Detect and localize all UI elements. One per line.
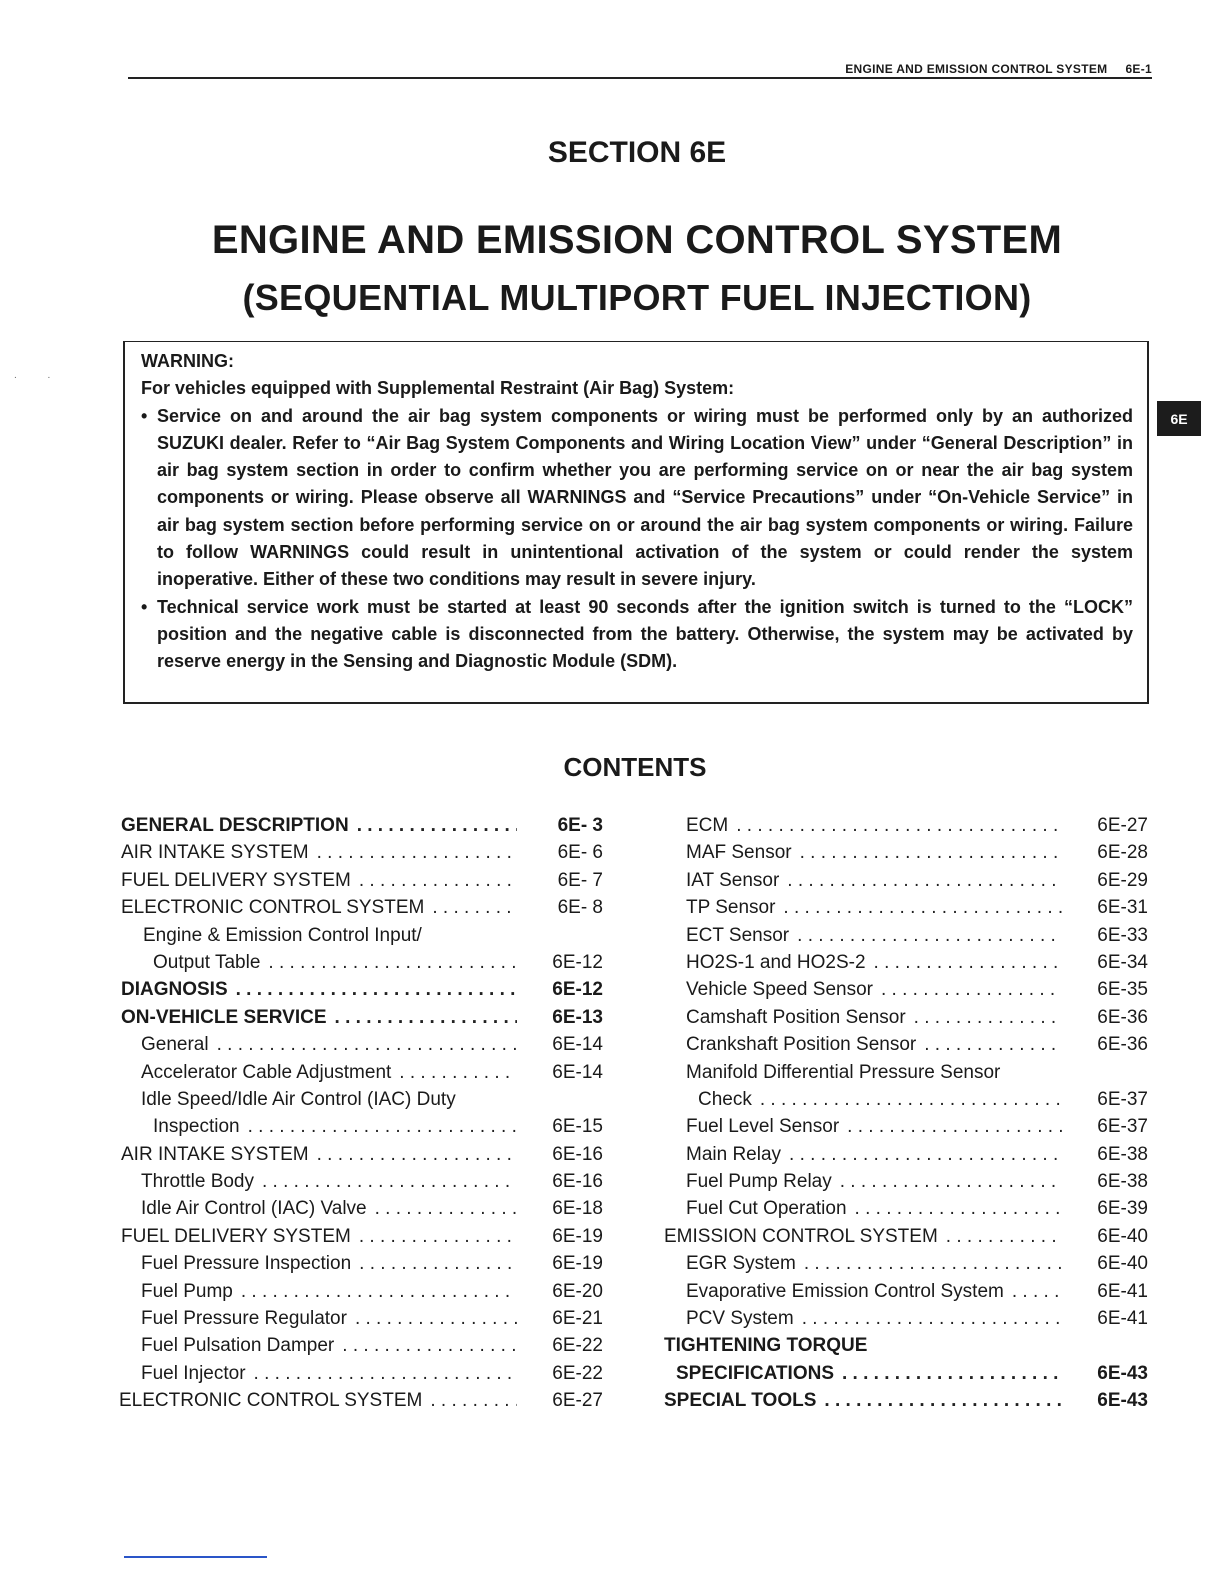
toc-entry-leader bbox=[664, 1223, 1070, 1250]
toc-entry-page: 6E-12 bbox=[552, 951, 603, 973]
toc-entry[interactable] bbox=[664, 1223, 1148, 1250]
toc-entry-label: TIGHTENING TORQUE bbox=[664, 1335, 868, 1357]
toc-entry-page: 6E-38 bbox=[1097, 1171, 1148, 1193]
leader-dots bbox=[432, 894, 517, 921]
toc-entry[interactable] bbox=[121, 1168, 603, 1195]
toc-entry-leader bbox=[686, 1113, 1070, 1140]
toc-right-column bbox=[664, 812, 1148, 1415]
leader-dots bbox=[217, 1031, 517, 1058]
toc-entry[interactable] bbox=[121, 894, 603, 921]
toc-entry-page: 6E-31 bbox=[1097, 897, 1148, 919]
toc-entry-label: Accelerator Cable Adjustment bbox=[141, 1061, 392, 1083]
leader-dots bbox=[317, 1141, 517, 1168]
toc-entry[interactable] bbox=[121, 1196, 603, 1223]
toc-entry[interactable] bbox=[664, 949, 1148, 976]
leader-dots bbox=[1012, 1278, 1062, 1305]
toc-entry-page: 6E-22 bbox=[552, 1335, 603, 1357]
toc-entry-page: 6E-38 bbox=[1097, 1143, 1148, 1165]
toc-entry-leader bbox=[153, 1113, 525, 1140]
toc-entry-page: 6E-40 bbox=[1097, 1225, 1148, 1247]
toc-entry-page: 6E-16 bbox=[552, 1143, 603, 1165]
scan-specks: . . bbox=[14, 370, 65, 381]
toc-entry-label: EGR System bbox=[686, 1253, 796, 1275]
toc-entry-label: Idle Air Control (IAC) Valve bbox=[141, 1198, 367, 1220]
warning-intro: For vehicles equipped with Supplemental Restraint (Air Bag) System: bbox=[141, 378, 735, 399]
leader-dots bbox=[842, 1360, 1062, 1387]
toc-left-column bbox=[121, 812, 603, 1415]
toc-entry[interactable] bbox=[121, 812, 603, 839]
toc-entry[interactable] bbox=[664, 922, 1148, 949]
toc-entry[interactable] bbox=[664, 1387, 1148, 1414]
toc-entry-label: Fuel Pulsation Damper bbox=[141, 1335, 335, 1357]
leader-dots bbox=[797, 922, 1062, 949]
toc-entry-label: ON-VEHICLE SERVICE bbox=[121, 1006, 327, 1028]
toc-entry-label: TP Sensor bbox=[686, 897, 776, 919]
toc-entry-page: 6E- 8 bbox=[557, 897, 603, 919]
toc-entry-leader bbox=[686, 894, 1070, 921]
toc-entry[interactable] bbox=[664, 1141, 1148, 1168]
toc-entry-label: GENERAL DESCRIPTION bbox=[121, 814, 349, 836]
warning-box bbox=[123, 341, 1149, 704]
toc-entry-page: 6E-21 bbox=[552, 1308, 603, 1330]
toc-entry[interactable] bbox=[121, 1004, 603, 1031]
toc-entry-page: 6E-43 bbox=[1097, 1390, 1148, 1412]
toc-entry[interactable] bbox=[121, 1360, 603, 1387]
leader-dots bbox=[800, 839, 1062, 866]
toc-entry-leader bbox=[686, 1004, 1070, 1031]
toc-entry-leader bbox=[686, 922, 1070, 949]
toc-entry-label: IAT Sensor bbox=[686, 869, 780, 891]
toc-entry-page: 6E-20 bbox=[552, 1280, 603, 1302]
leader-dots bbox=[375, 1195, 517, 1222]
contents-heading: CONTENTS bbox=[563, 752, 707, 782]
toc-entry-leader bbox=[676, 1360, 1070, 1387]
footer-rule bbox=[124, 1556, 267, 1558]
toc-entry-page: 6E-41 bbox=[1097, 1308, 1148, 1330]
page-title: ENGINE AND EMISSION CONTROL SYSTEM bbox=[211, 218, 1063, 262]
toc-entry[interactable] bbox=[664, 1031, 1148, 1058]
toc-entry-page: 6E- 7 bbox=[557, 869, 603, 891]
toc-entry-leader bbox=[121, 812, 525, 839]
leader-dots bbox=[262, 1168, 517, 1195]
toc-entry-label: DIAGNOSIS bbox=[121, 979, 228, 1001]
toc-entry-label: Main Relay bbox=[686, 1143, 782, 1165]
section-label: SECTION 6E bbox=[547, 136, 727, 169]
toc-entry-label: Fuel Pump Relay bbox=[686, 1171, 832, 1193]
toc-entry[interactable] bbox=[664, 1168, 1148, 1195]
leader-dots bbox=[802, 1305, 1062, 1332]
toc-entry-label: Evaporative Emission Control System bbox=[686, 1280, 1004, 1302]
toc-entry-leader bbox=[119, 1387, 525, 1414]
leader-dots bbox=[760, 1086, 1062, 1113]
toc-entry-label: Camshaft Position Sensor bbox=[686, 1006, 906, 1028]
toc-entry-label-continued: Check bbox=[698, 1088, 752, 1110]
toc-entry[interactable] bbox=[121, 922, 603, 977]
toc-entry-leader bbox=[686, 949, 1070, 976]
toc-entry-page: 6E-36 bbox=[1097, 1034, 1148, 1056]
leader-dots bbox=[804, 1250, 1062, 1277]
toc-entry[interactable] bbox=[664, 1195, 1148, 1222]
leader-dots bbox=[736, 812, 1062, 839]
toc-entry-label: AIR INTAKE SYSTEM bbox=[121, 842, 309, 864]
toc-entry-label: Engine & Emission Control Input/ bbox=[143, 924, 422, 946]
warning-bullet bbox=[141, 403, 1133, 594]
toc-entry[interactable] bbox=[121, 1059, 603, 1086]
toc-entry-page: 6E-37 bbox=[1097, 1116, 1148, 1138]
toc-entry-page: 6E-27 bbox=[552, 1390, 603, 1412]
toc-entry-page: 6E-14 bbox=[552, 1061, 603, 1083]
header-rule bbox=[128, 77, 1152, 79]
toc-entry-label-continued: Output Table bbox=[153, 951, 261, 973]
toc-entry[interactable] bbox=[664, 839, 1148, 866]
toc-entry-leader bbox=[686, 1250, 1070, 1277]
toc-entry-label: ELECTRONIC CONTROL SYSTEM bbox=[119, 1390, 423, 1412]
toc-entry-leader bbox=[121, 867, 525, 894]
toc-entry-page: 6E-36 bbox=[1097, 1006, 1148, 1028]
toc-entry[interactable] bbox=[664, 1278, 1148, 1305]
toc-entry-leader bbox=[686, 812, 1070, 839]
toc-entry-leader bbox=[141, 1332, 525, 1359]
toc-entry-label: General bbox=[141, 1034, 209, 1056]
toc-entry-leader bbox=[121, 839, 525, 866]
toc-entry-leader bbox=[686, 1305, 1070, 1332]
toc-entry-page: 6E-33 bbox=[1097, 924, 1148, 946]
leader-dots bbox=[342, 1332, 517, 1359]
toc-entry-leader bbox=[121, 1223, 525, 1250]
leader-dots bbox=[430, 1387, 517, 1414]
toc-entry-page: 6E-19 bbox=[552, 1225, 603, 1247]
toc-entry-label: Manifold Differential Pressure Sensor bbox=[686, 1061, 1001, 1083]
toc-entry-label: Idle Speed/Idle Air Control (IAC) Duty bbox=[141, 1088, 456, 1110]
leader-dots bbox=[847, 1113, 1062, 1140]
toc-entry-leader bbox=[664, 1387, 1070, 1414]
toc-entry-leader bbox=[686, 1031, 1070, 1058]
toc-entry-page: 6E-37 bbox=[1097, 1088, 1148, 1110]
toc-entry-leader bbox=[121, 976, 525, 1003]
bullet-icon: • bbox=[141, 405, 148, 426]
toc-entry[interactable] bbox=[121, 1031, 603, 1058]
leader-dots bbox=[241, 1278, 517, 1305]
toc-entry-leader bbox=[121, 1141, 525, 1168]
toc-entry-page: 6E-19 bbox=[552, 1253, 603, 1275]
toc-entry-label: Throttle Body bbox=[141, 1171, 254, 1193]
toc-entry-label: Fuel Cut Operation bbox=[686, 1198, 847, 1220]
toc-entry-page: 6E-41 bbox=[1097, 1280, 1148, 1302]
toc-entry-label: Fuel Pump bbox=[141, 1280, 233, 1302]
toc-entry-page: 6E-13 bbox=[552, 1006, 603, 1028]
toc-entry-label: FUEL DELIVERY SYSTEM bbox=[121, 869, 351, 891]
toc-entry-label-continued: SPECIFICATIONS bbox=[676, 1362, 834, 1384]
toc-entry[interactable] bbox=[121, 976, 603, 1003]
leader-dots bbox=[335, 1004, 517, 1031]
toc-entry[interactable] bbox=[664, 1059, 1148, 1114]
leader-dots bbox=[317, 839, 517, 866]
toc-entry-leader bbox=[141, 1250, 525, 1277]
toc-entry-leader bbox=[121, 894, 525, 921]
toc-entry[interactable] bbox=[664, 1250, 1148, 1277]
toc-entry-page: 6E-28 bbox=[1097, 842, 1148, 864]
leader-dots bbox=[789, 1141, 1062, 1168]
toc-entry-leader bbox=[686, 1141, 1070, 1168]
leader-dots bbox=[881, 976, 1062, 1003]
toc-entry-label: FUEL DELIVERY SYSTEM bbox=[121, 1225, 351, 1247]
toc-entry[interactable] bbox=[121, 1278, 603, 1305]
toc-entry-label: Crankshaft Position Sensor bbox=[686, 1034, 917, 1056]
toc-entry[interactable] bbox=[664, 1113, 1148, 1140]
toc-entry-leader bbox=[686, 976, 1070, 1003]
toc-entry-label: ECM bbox=[686, 814, 729, 836]
toc-entry-page: 6E-16 bbox=[552, 1171, 603, 1193]
toc-entry-leader bbox=[686, 1168, 1070, 1195]
toc-entry[interactable] bbox=[121, 1223, 603, 1250]
toc-entry-leader bbox=[686, 839, 1070, 866]
warning-heading: WARNING: bbox=[141, 351, 234, 371]
toc-entry-page: 6E-40 bbox=[1097, 1253, 1148, 1275]
toc-entry[interactable] bbox=[121, 1305, 603, 1332]
toc-entry-page: 6E-18 bbox=[552, 1198, 603, 1220]
leader-dots bbox=[787, 867, 1062, 894]
toc-entry-leader bbox=[686, 867, 1070, 894]
toc-entry-label: Fuel Pressure Regulator bbox=[141, 1308, 347, 1330]
toc-entry-leader bbox=[153, 949, 525, 976]
toc-entry-label-continued: Inspection bbox=[153, 1116, 240, 1138]
leader-dots bbox=[914, 1004, 1062, 1031]
toc-entry[interactable] bbox=[121, 1332, 603, 1359]
toc-entry-label: ELECTRONIC CONTROL SYSTEM bbox=[121, 897, 425, 919]
toc-entry[interactable] bbox=[664, 1004, 1148, 1031]
toc-entry[interactable] bbox=[664, 976, 1148, 1003]
toc-entry-label: HO2S-1 and HO2S-2 bbox=[686, 951, 866, 973]
toc-entry[interactable] bbox=[121, 1086, 603, 1141]
toc-entry-leader bbox=[141, 1168, 525, 1195]
toc-entry-leader bbox=[141, 1305, 525, 1332]
toc-entry-page: 6E-43 bbox=[1097, 1362, 1148, 1384]
leader-dots bbox=[357, 812, 517, 839]
leader-dots bbox=[874, 949, 1062, 976]
toc-entry[interactable] bbox=[664, 1305, 1148, 1332]
toc-entry-label: MAF Sensor bbox=[686, 842, 792, 864]
toc-entry-page: 6E-15 bbox=[552, 1116, 603, 1138]
toc-entry-page: 6E-29 bbox=[1097, 869, 1148, 891]
warning-bullet-text: Service on and around the air bag system components or wiring must be performed only by an authorized SUZUKI dealer. Refer to “Air Bag System Components and Wiring Location View” under “General Description” in air bag system section in order to confirm whether you are performing service on or near the air bag system components or wiring. Please observe all WARNINGS and “Service Precautions” under “On-Vehicle Service” in air bag system section before performing service on or around the air bag system components or wiring. Failure to follow WARNINGS could result in unintentional activation of the system or could render the system inoperative. Either of these two conditions may result in severe injury. bbox=[157, 405, 1133, 590]
leader-dots bbox=[855, 1195, 1062, 1222]
section-tab: 6E bbox=[1157, 401, 1201, 436]
running-header bbox=[845, 62, 1152, 76]
toc-entry-leader bbox=[141, 1059, 525, 1086]
toc-entry[interactable] bbox=[121, 1250, 603, 1277]
leader-dots bbox=[359, 1223, 517, 1250]
toc-entry-page: 6E-12 bbox=[552, 979, 603, 1001]
leader-dots bbox=[783, 894, 1062, 921]
toc-entry-leader bbox=[686, 1195, 1070, 1222]
leader-dots bbox=[399, 1059, 517, 1086]
leader-dots bbox=[236, 976, 517, 1003]
toc-entry-leader bbox=[141, 1278, 525, 1305]
warning-bullet-text: Technical service work must be started at least 90 seconds after the ignition switch is turned to the “LOCK” position and the negative cable is disconnected from the battery. Otherwise, the system may be activated by reserve energy in the Sensing and Diagnostic Module (SDM). bbox=[157, 596, 1133, 672]
toc-entry-leader bbox=[141, 1360, 525, 1387]
leader-dots bbox=[359, 1250, 517, 1277]
toc-entry-leader bbox=[686, 1278, 1070, 1305]
toc-entry-label: ECT Sensor bbox=[686, 924, 790, 946]
leader-dots bbox=[840, 1168, 1062, 1195]
toc-entry-leader bbox=[141, 1031, 525, 1058]
toc-entry-label: PCV System bbox=[686, 1308, 794, 1330]
toc-entry-label: SPECIAL TOOLS bbox=[664, 1390, 817, 1412]
toc-entry-label: Vehicle Speed Sensor bbox=[686, 979, 873, 1001]
leader-dots bbox=[359, 867, 517, 894]
toc-entry-label: Fuel Pressure Inspection bbox=[141, 1253, 352, 1275]
toc-entry-page: 6E- 3 bbox=[557, 814, 603, 836]
toc-entry[interactable] bbox=[121, 1141, 603, 1168]
toc-entry-label: Fuel Level Sensor bbox=[686, 1116, 840, 1138]
toc-entry-leader bbox=[698, 1086, 1070, 1113]
toc-entry-page: 6E-22 bbox=[552, 1362, 603, 1384]
toc-entry-page: 6E- 6 bbox=[557, 842, 603, 864]
running-header-page: 6E-1 bbox=[1125, 62, 1152, 76]
leader-dots bbox=[924, 1031, 1062, 1058]
page-subtitle: (SEQUENTIAL MULTIPORT FUEL INJECTION) bbox=[242, 277, 1032, 318]
toc-entry-label: Fuel Injector bbox=[141, 1362, 246, 1384]
toc-entry[interactable] bbox=[121, 1387, 603, 1414]
toc-entry-leader bbox=[141, 1195, 525, 1222]
toc-entry-page: 6E-34 bbox=[1097, 951, 1148, 973]
toc-entry-label: EMISSION CONTROL SYSTEM bbox=[664, 1225, 938, 1247]
toc-entry[interactable] bbox=[121, 867, 603, 894]
warning-bullet bbox=[141, 594, 1133, 676]
toc-entry-label: AIR INTAKE SYSTEM bbox=[121, 1143, 309, 1165]
leader-dots bbox=[824, 1387, 1062, 1414]
leader-dots bbox=[268, 949, 517, 976]
toc-entry-page: 6E-35 bbox=[1097, 979, 1148, 1001]
running-header-title: ENGINE AND EMISSION CONTROL SYSTEM bbox=[845, 62, 1108, 76]
toc-entry-leader bbox=[121, 1004, 525, 1031]
leader-dots bbox=[355, 1305, 517, 1332]
toc-entry[interactable] bbox=[664, 867, 1148, 894]
toc-entry[interactable] bbox=[121, 839, 603, 866]
leader-dots bbox=[248, 1113, 517, 1140]
toc-entry[interactable] bbox=[664, 894, 1148, 921]
toc-entry-page: 6E-39 bbox=[1097, 1198, 1148, 1220]
toc-entry-page: 6E-27 bbox=[1097, 814, 1148, 836]
bullet-icon: • bbox=[141, 596, 148, 617]
toc-entry-page: 6E-14 bbox=[552, 1034, 603, 1056]
leader-dots bbox=[254, 1360, 517, 1387]
toc-entry[interactable] bbox=[664, 1332, 1148, 1387]
toc-entry[interactable] bbox=[664, 812, 1148, 839]
leader-dots bbox=[946, 1223, 1062, 1250]
